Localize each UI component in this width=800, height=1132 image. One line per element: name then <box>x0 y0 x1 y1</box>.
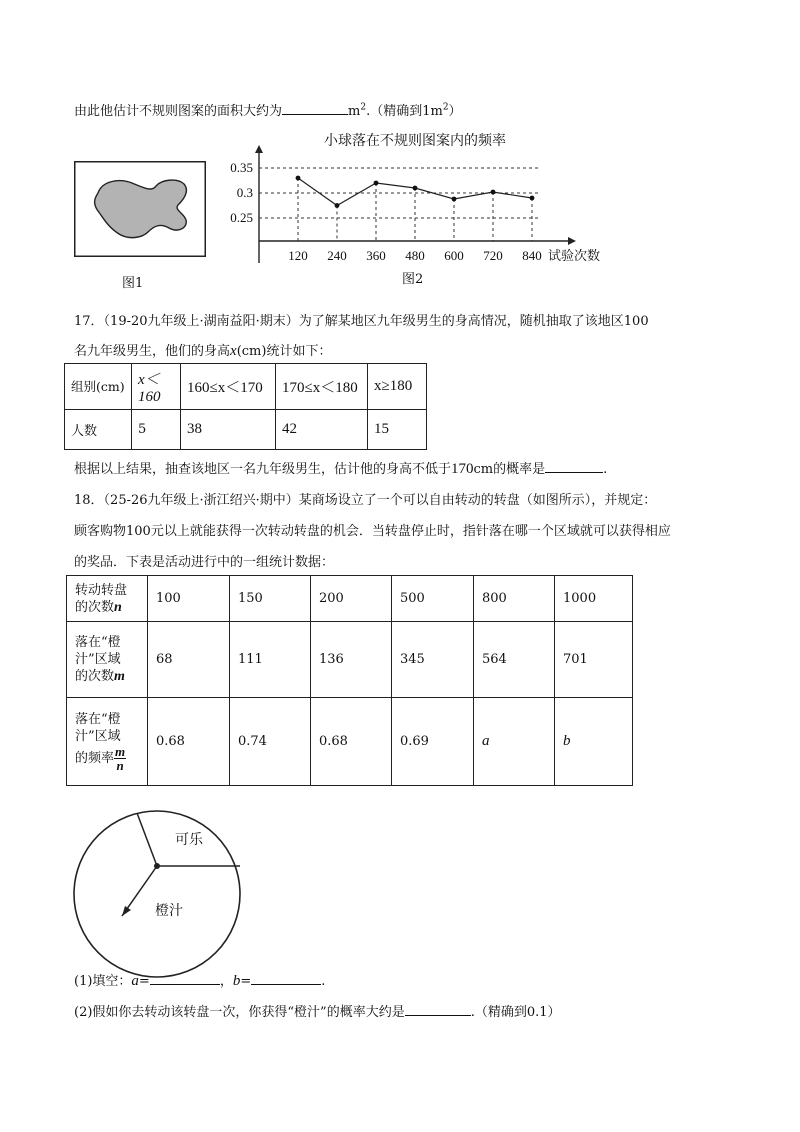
y-tick-label: 0.25 <box>230 210 253 225</box>
q18-line-2: 顾客购物100元以上就能获得一次转动转盘的机会．当转盘停止时，指针落在哪一个区域就可以获得相应 <box>74 524 671 539</box>
sub1-eq-b: = <box>240 974 252 989</box>
q17-result-unit: cm <box>473 462 494 477</box>
spinner-divider-top <box>137 813 157 866</box>
table-cell: 111 <box>230 622 311 698</box>
table-cell: 100 <box>148 576 230 622</box>
x-tick-label: 840 <box>522 248 542 263</box>
table-header-cell: 160≤x＜170 <box>181 364 276 410</box>
table-cell: 0.68 <box>148 698 230 786</box>
q18-sub-1 <box>74 970 325 990</box>
sub1-var-a: a <box>131 973 139 989</box>
table-cell: 136 <box>311 622 392 698</box>
table-cell: 5 <box>132 410 181 450</box>
sub1-pre: (1)填空： <box>74 974 132 989</box>
spinner-label-cola: 可乐 <box>175 832 203 848</box>
spinner-table <box>66 575 633 786</box>
var-n: n <box>114 599 122 615</box>
spinner-center-dot <box>154 863 160 869</box>
x-axis-label: 试验次数 <box>548 249 601 264</box>
q17-result <box>74 458 607 478</box>
sub2-post: .（精确到0.1） <box>470 1005 561 1020</box>
table-header-cell: x≥180 <box>368 364 427 410</box>
q17-result-value: 170 <box>451 461 474 477</box>
q17-line-2 <box>74 340 331 360</box>
table-cell: 15 <box>368 410 427 450</box>
table-cell: 38 <box>181 410 276 450</box>
table-header-cell: 170≤x＜180 <box>276 364 368 410</box>
height-table <box>64 363 427 450</box>
chart-title: 小球落在不规则图案内的频率 <box>324 133 506 149</box>
frequency-line-chart <box>220 143 620 268</box>
q16-sentence <box>74 100 462 119</box>
table-cell: 68 <box>148 622 230 698</box>
q16-precision-unit: m <box>430 104 443 119</box>
x-axis-arrow-icon <box>568 237 576 245</box>
table-header-cell: x＜160 <box>132 364 181 410</box>
table-cell: 0.74 <box>230 698 311 786</box>
x-tick-label: 720 <box>483 248 503 263</box>
q16-unit: m <box>348 104 361 119</box>
q16-unit-sup: 2 <box>360 102 367 113</box>
table-cell: 345 <box>392 622 474 698</box>
data-point <box>413 186 418 191</box>
q17-result-end: . <box>603 462 608 477</box>
row2-label: 落在“橙 汁”区域 的次数m <box>67 622 148 698</box>
sub1-eq-a: = <box>138 974 150 989</box>
data-point <box>296 176 301 181</box>
table-cell: 0.69 <box>392 698 474 786</box>
answer-probability-blank[interactable] <box>405 1003 471 1016</box>
sub1-end: . <box>321 974 326 989</box>
data-point <box>374 181 379 186</box>
spinner-label-orange: 橙汁 <box>155 903 183 919</box>
q17-var-x: x <box>230 343 237 359</box>
q17-text-pre: 名九年级男生，他们的身高 <box>74 344 231 359</box>
q18-sub-2 <box>74 1001 561 1020</box>
q17-answer-blank[interactable] <box>545 460 603 473</box>
q17-text-post: 统计如下： <box>266 344 332 359</box>
irregular-shape-figure <box>74 161 206 257</box>
fraction-m-over-n: $\frac{m}{n}$ <box>115 744 126 773</box>
q17-result-post: 的概率是 <box>493 462 546 477</box>
irregular-pattern <box>95 180 187 238</box>
q16-precision-sup: 2 <box>442 102 449 113</box>
table-cell: 200 <box>311 576 392 622</box>
figure-2-caption: 图2 <box>402 272 424 287</box>
x-tick-label: 120 <box>288 248 308 263</box>
sub1-var-b: b <box>232 973 241 989</box>
q17-unit: (cm) <box>236 344 267 359</box>
data-point <box>452 197 457 202</box>
y-tick-label: 0.35 <box>230 160 253 175</box>
spinner-wheel <box>70 808 250 988</box>
table-cell: 564 <box>474 622 555 698</box>
q18-line-1: 18．（25-26九年级上·浙江绍兴·期中）某商场设立了一个可以自由转动的转盘（如图所示），并规定： <box>74 493 657 508</box>
q17-result-pre: 根据以上结果，抽查该地区一名九年级男生，估计他的身高不低于 <box>74 462 452 477</box>
figure-1 <box>74 161 206 257</box>
q16-text-pre: 由此他估计不规则图案的面积大约为 <box>74 104 283 119</box>
x-tick-label: 240 <box>327 248 347 263</box>
table-cell-b: b <box>555 698 633 786</box>
q17-line-1: 17．（19-20九年级上·湖南益阳·期末）为了解某地区九年级男生的身高情况，随机抽取了该地区100 <box>74 314 649 329</box>
data-point <box>335 203 340 208</box>
x-tick-label: 600 <box>444 248 464 263</box>
q16-precision-text: .（精确到1 <box>366 104 431 119</box>
q16-close: ） <box>448 104 462 119</box>
var-m: m <box>114 669 125 684</box>
row3-label: 落在“橙 汁”区域 的频率 $\frac{m}{n}$ <box>67 698 148 786</box>
q16-answer-blank[interactable] <box>282 102 348 115</box>
table-cell: 500 <box>392 576 474 622</box>
sub2-pre: (2)假如你去转动该转盘一次，你获得“橙汁”的概率大约是 <box>74 1005 405 1020</box>
answer-a-blank[interactable] <box>150 972 220 985</box>
table-row-label: 人数 <box>65 410 132 450</box>
pointer-arrow-icon <box>122 906 131 916</box>
y-axis-arrow-icon <box>255 145 263 153</box>
table-cell: 42 <box>276 410 368 450</box>
table-cell: 800 <box>474 576 555 622</box>
x-tick-label: 480 <box>405 248 425 263</box>
q18-line-3: 的奖品．下表是活动进行中的一组统计数据： <box>74 555 335 570</box>
figure-1-caption: 图1 <box>122 276 144 291</box>
spinner-circle <box>74 811 240 977</box>
answer-b-blank[interactable] <box>251 972 321 985</box>
table-cell: 701 <box>555 622 633 698</box>
data-point <box>491 190 496 195</box>
x-tick-label: 360 <box>366 248 386 263</box>
y-tick-label: 0.3 <box>236 185 253 200</box>
table-header-label: 组别(cm) <box>65 364 132 410</box>
table-cell-a: a <box>474 698 555 786</box>
data-point <box>530 196 535 201</box>
table-cell: 150 <box>230 576 311 622</box>
row1-label: 转动转盘 的次数n <box>67 576 148 622</box>
table-cell: 1000 <box>555 576 633 622</box>
table-cell: 0.68 <box>311 698 392 786</box>
sub1-comma: ， <box>219 974 233 989</box>
